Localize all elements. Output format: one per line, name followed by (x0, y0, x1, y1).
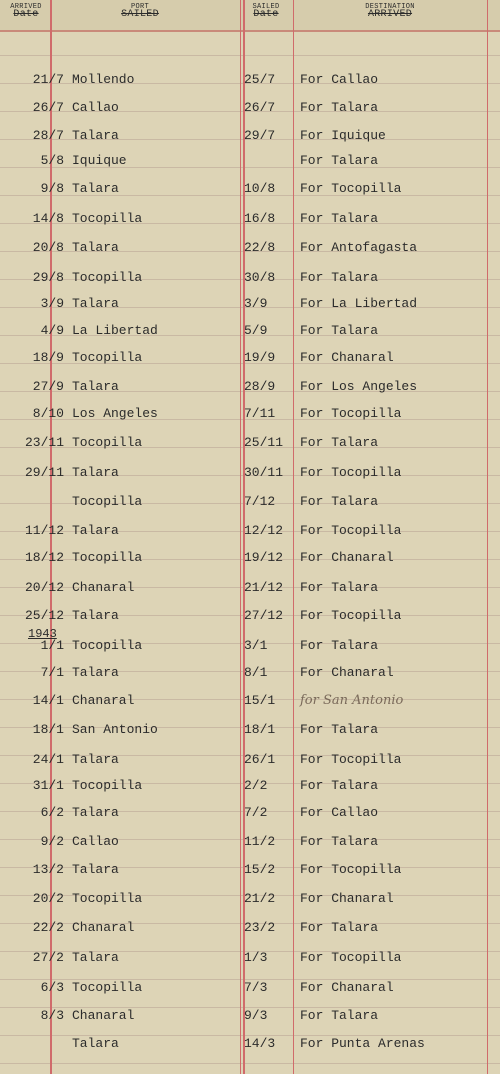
arrived-date: 18/12 (24, 550, 64, 565)
log-row (0, 665, 500, 691)
destination: For Tocopilla (300, 523, 402, 538)
sailed-date: 14/3 (244, 1036, 276, 1051)
sailed-date: 28/9 (244, 379, 276, 394)
log-row (0, 805, 500, 831)
log-row (0, 862, 500, 888)
sailed-date: 25/11 (244, 435, 284, 450)
port-name: Chanaral (72, 1008, 135, 1023)
port-name: Chanaral (72, 920, 135, 935)
log-row (0, 693, 500, 719)
destination: For Tocopilla (300, 406, 402, 421)
sailed-date: 26/7 (244, 100, 276, 115)
arrived-date: 1/1 (40, 638, 64, 653)
log-row (0, 891, 500, 917)
log-row (0, 181, 500, 207)
sailed-date: 16/8 (244, 211, 276, 226)
destination: For Talara (300, 100, 379, 115)
sailed-header: SAILED Date (252, 3, 280, 20)
destination: For Tocopilla (300, 608, 402, 623)
arrived-date: 18/1 (32, 722, 64, 737)
port-name: Talara (72, 665, 119, 680)
log-row (0, 406, 500, 432)
arrived-date: 27/2 (32, 950, 64, 965)
arrived-date: 31/1 (32, 778, 64, 793)
arrived-date: 21/7 (32, 72, 64, 87)
destination: For Talara (300, 1008, 379, 1023)
arrived-date: 14/8 (32, 211, 64, 226)
port-name: Tocopilla (72, 435, 143, 450)
destination: For Tocopilla (300, 862, 402, 877)
arrived-date: 7/1 (40, 665, 64, 680)
log-row (0, 494, 500, 520)
sailed-date: 8/1 (244, 665, 268, 680)
destination: For Tocopilla (300, 181, 402, 196)
port-name: Talara (72, 862, 119, 877)
destination: For La Libertad (300, 296, 418, 311)
destination: For Chanaral (300, 350, 394, 365)
arrived-date: 8/3 (40, 1008, 64, 1023)
port-name: Tocopilla (72, 270, 143, 285)
sailed-date: 21/12 (244, 580, 284, 595)
log-row (0, 920, 500, 946)
port-name: Callao (72, 100, 119, 115)
port-name: Iquique (72, 153, 127, 168)
log-row (0, 240, 500, 266)
sailed-date: 7/12 (244, 494, 276, 509)
destination: For Tocopilla (300, 752, 402, 767)
destination: For Talara (300, 323, 379, 338)
port-name: Talara (72, 128, 119, 143)
destination: For Chanaral (300, 665, 394, 680)
sailed-date: 22/8 (244, 240, 276, 255)
log-row (0, 100, 500, 126)
arrived-date: 25/12 (24, 608, 64, 623)
destination: For Tocopilla (300, 950, 402, 965)
port-name: Talara (72, 296, 119, 311)
destination: For Talara (300, 834, 379, 849)
arrived-date: 20/8 (32, 240, 64, 255)
log-row (0, 323, 500, 349)
destination: For Talara (300, 722, 379, 737)
port-name: Talara (72, 950, 119, 965)
log-row (0, 1036, 500, 1062)
arrived-date: 23/11 (24, 435, 64, 450)
destination: For Talara (300, 638, 379, 653)
ledger-header (0, 0, 500, 32)
log-row (0, 778, 500, 804)
log-row (0, 379, 500, 405)
port-name: Tocopilla (72, 778, 143, 793)
port-name: Talara (72, 752, 119, 767)
port-name: Talara (72, 805, 119, 820)
sailed-date: 1/3 (244, 950, 268, 965)
sailed-date: 7/2 (244, 805, 268, 820)
arrived-date: 20/12 (24, 580, 64, 595)
sailed-date: 10/8 (244, 181, 276, 196)
destination: For Callao (300, 805, 379, 820)
destination: For Chanaral (300, 891, 394, 906)
arrived-date: 20/2 (32, 891, 64, 906)
log-row (0, 638, 500, 664)
log-row (0, 980, 500, 1006)
sailed-date: 19/12 (244, 550, 284, 565)
port-name: Talara (72, 465, 119, 480)
log-row (0, 465, 500, 491)
port-name: Tocopilla (72, 638, 143, 653)
log-row (0, 752, 500, 778)
log-row (0, 950, 500, 976)
destination: For Callao (300, 72, 379, 87)
arrived-date: 9/8 (40, 181, 64, 196)
year-mark: 1943 (28, 627, 57, 641)
sailed-date: 11/2 (244, 834, 276, 849)
destination: For Talara (300, 778, 379, 793)
port-name: Tocopilla (72, 980, 143, 995)
port-name: Tocopilla (72, 350, 143, 365)
arrived-date: 6/3 (40, 980, 64, 995)
arrived-date: 29/11 (24, 465, 64, 480)
sailed-date: 30/11 (244, 465, 284, 480)
arrived-date: 27/9 (32, 379, 64, 394)
port-name: Talara (72, 608, 119, 623)
destination: For Punta Arenas (300, 1036, 425, 1051)
log-row (0, 128, 500, 154)
destination: for San Antonio (300, 693, 404, 708)
sailed-date: 27/12 (244, 608, 284, 623)
sailed-date: 19/9 (244, 350, 276, 365)
port-name: Talara (72, 181, 119, 196)
destination: For Talara (300, 153, 379, 168)
log-row (0, 523, 500, 549)
sailed-date: 2/2 (244, 778, 268, 793)
destination: For Chanaral (300, 980, 394, 995)
destination: For Tocopilla (300, 465, 402, 480)
log-row (0, 580, 500, 606)
sailed-date: 23/2 (244, 920, 276, 935)
sailed-date: 3/1 (244, 638, 268, 653)
arrived-date: 18/9 (32, 350, 64, 365)
port-name: Chanaral (72, 693, 135, 708)
sailed-date: 7/3 (244, 980, 268, 995)
sailed-date: 26/1 (244, 752, 276, 767)
destination: For Chanaral (300, 550, 394, 565)
arrived-date: 26/7 (32, 100, 64, 115)
sailed-date: 9/3 (244, 1008, 268, 1023)
port-name: Talara (72, 523, 119, 538)
destination: For Antofagasta (300, 240, 418, 255)
port-name: Los Angeles (72, 406, 158, 421)
destination: For Talara (300, 494, 379, 509)
port-name: Tocopilla (72, 211, 143, 226)
sailed-date: 30/8 (244, 270, 276, 285)
log-row (0, 211, 500, 237)
log-row (0, 270, 500, 296)
port-name: Tocopilla (72, 550, 143, 565)
log-row (0, 834, 500, 860)
arrived-date: 14/1 (32, 693, 64, 708)
sailed-date: 3/9 (244, 296, 268, 311)
destination: For Talara (300, 920, 379, 935)
sailed-date: 15/1 (244, 693, 276, 708)
sailed-date: 21/2 (244, 891, 276, 906)
arrived-date: 24/1 (32, 752, 64, 767)
port-name: Chanaral (72, 580, 135, 595)
sailed-date: 12/12 (244, 523, 284, 538)
port-name: Mollendo (72, 72, 135, 87)
port-name: Callao (72, 834, 119, 849)
sailed-date: 7/11 (244, 406, 276, 421)
sailed-date: 18/1 (244, 722, 276, 737)
arrived-date: 29/8 (32, 270, 64, 285)
port-name: Talara (72, 1036, 119, 1051)
sailed-date: 15/2 (244, 862, 276, 877)
port-header: PORT SAILED (121, 3, 159, 20)
log-row (0, 72, 500, 98)
destination: For Los Angeles (300, 379, 418, 394)
log-row (0, 722, 500, 748)
arrived-date: 9/2 (40, 834, 64, 849)
port-name: San Antonio (72, 722, 158, 737)
port-name: Tocopilla (72, 891, 143, 906)
log-row (0, 1008, 500, 1034)
arrived-date: 8/10 (32, 406, 64, 421)
port-name: Talara (72, 379, 119, 394)
destination: For Iquique (300, 128, 386, 143)
arrived-date: 5/8 (40, 153, 64, 168)
destination: For Talara (300, 270, 379, 285)
destination: For Talara (300, 211, 379, 226)
arrived-date: 28/7 (32, 128, 64, 143)
log-row (0, 435, 500, 461)
destination-header: DESTINATION ARRIVED (365, 3, 415, 20)
log-row (0, 296, 500, 322)
port-name: Tocopilla (72, 494, 143, 509)
sailed-date: 5/9 (244, 323, 268, 338)
arrived-date: 6/2 (40, 805, 64, 820)
port-name: Talara (72, 240, 119, 255)
destination: For Talara (300, 435, 379, 450)
log-row (0, 350, 500, 376)
arrived-header: ARRIVED Date (10, 3, 42, 20)
port-name: La Libertad (72, 323, 158, 338)
log-row (0, 153, 500, 179)
log-row (0, 608, 500, 634)
sailed-date: 25/7 (244, 72, 276, 87)
arrived-date: 3/9 (40, 296, 64, 311)
destination: For Talara (300, 580, 379, 595)
arrived-date: 11/12 (24, 523, 64, 538)
arrived-date: 4/9 (40, 323, 64, 338)
arrived-date: 22/2 (32, 920, 64, 935)
log-row (0, 550, 500, 576)
sailed-date: 29/7 (244, 128, 276, 143)
arrived-date: 13/2 (32, 862, 64, 877)
